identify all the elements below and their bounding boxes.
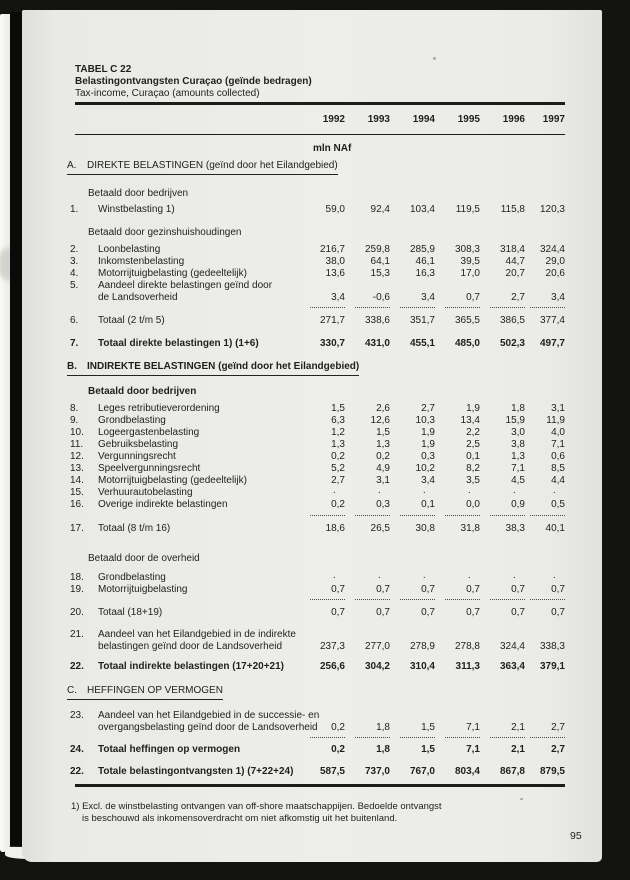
value-cell: 40,1: [545, 523, 565, 535]
row-number: 1.: [70, 204, 79, 216]
value-cell: 324,4: [539, 244, 565, 256]
footnote-line-2: is beschouwd als inkomensoverdracht om niet afkomstig uit het buitenland.: [82, 813, 398, 825]
value-cell: 1,9: [421, 427, 435, 439]
scan-speck: [520, 798, 523, 800]
value-cell: 7,1: [551, 439, 565, 451]
table-row-grand-total: [70, 766, 565, 778]
subheading-paid-by-companies: Betaald door bedrijven: [88, 188, 189, 200]
value-cell: 115,8: [500, 204, 525, 216]
value-cell: 216,7: [319, 244, 345, 256]
value-cell: 2,7: [331, 475, 345, 487]
value-cell: 1,5: [421, 722, 435, 734]
row-label: Overige indirekte belastingen: [98, 499, 228, 511]
value-cell: 377,4: [539, 315, 565, 327]
value-cell: 0,1: [466, 451, 480, 463]
value-cell: 4,9: [376, 463, 390, 475]
table-row: [70, 439, 565, 451]
scan-speck: [433, 57, 436, 60]
value-cell: 0,7: [466, 584, 480, 596]
table-row-total: [70, 744, 565, 756]
value-cell: 44,7: [505, 256, 525, 268]
row-number: 20.: [70, 607, 84, 619]
value-cell: 10,3: [415, 415, 435, 427]
page-content: [22, 10, 565, 826]
value-cell: 338,3: [539, 641, 565, 653]
value-cell: 278,8: [454, 641, 480, 653]
value-cell: 4,0: [551, 427, 565, 439]
value-cell: 39,5: [460, 256, 480, 268]
value-cell: 2,2: [466, 427, 480, 439]
row-label: Totaal direkte belastingen 1) (1+6): [98, 338, 259, 350]
value-cell: 308,3: [454, 244, 480, 256]
row-label: Aandeel direkte belastingen geïnd door: [98, 280, 273, 292]
value-cell: 1,3: [376, 439, 390, 451]
value-cell: 119,5: [455, 204, 480, 216]
value-cell: 11,9: [546, 415, 565, 427]
table-row: [70, 629, 565, 641]
value-cell: 259,8: [364, 244, 390, 256]
table-row: [70, 403, 565, 415]
table-row: [70, 280, 565, 292]
value-cell: 0,5: [551, 499, 565, 511]
value-cell: 2,1: [511, 744, 525, 756]
table-row: [70, 268, 565, 280]
row-label: Totaal (2 t/m 5): [98, 315, 165, 327]
row-label: Winstbelasting 1): [98, 204, 175, 216]
value-cell: 8,5: [551, 463, 565, 475]
value-cell: 5,2: [331, 463, 345, 475]
value-cell: 38,0: [325, 256, 345, 268]
value-cell: 431,0: [364, 338, 390, 350]
value-cell: 3,4: [331, 292, 345, 304]
value-cell: 13,4: [460, 415, 480, 427]
row-number: 5.: [70, 280, 79, 292]
row-number: 4.: [70, 268, 79, 280]
value-cell: ·: [552, 487, 556, 499]
value-cell: 26,5: [370, 523, 390, 535]
row-number: 14.: [70, 475, 84, 487]
value-cell: 271,7: [319, 315, 345, 327]
spine-shadow: [10, 12, 22, 856]
value-cell: ·: [332, 487, 336, 499]
value-cell: 3,0: [511, 427, 525, 439]
value-cell: ·: [467, 487, 471, 499]
value-cell: 1,5: [421, 744, 435, 756]
value-cell: 330,7: [319, 338, 345, 350]
table-row: [70, 475, 565, 487]
table-row: [70, 607, 565, 619]
value-cell: 0,7: [421, 607, 435, 619]
year-header: 1995: [457, 113, 480, 125]
value-cell: 386,5: [499, 315, 525, 327]
value-cell: 59,0: [325, 204, 345, 216]
table-bottom-rule: [75, 784, 565, 787]
value-cell: 3,5: [466, 475, 480, 487]
value-cell: 3,4: [551, 292, 565, 304]
value-cell: 338,6: [364, 315, 390, 327]
value-cell: 502,3: [499, 338, 525, 350]
value-cell: 2,1: [511, 722, 525, 734]
value-cell: ·: [552, 572, 556, 584]
section-a-heading: A. DIREKTE BELASTINGEN (geïnd door het Eilandgebied): [67, 160, 565, 175]
value-cell: 2,5: [466, 439, 480, 451]
value-cell: 1,8: [376, 744, 390, 756]
subheading-paid-by-government: Betaald door de overheid: [88, 553, 200, 565]
value-cell: 1,9: [421, 439, 435, 451]
table-row: [70, 641, 565, 653]
row-label: Motorrijtuigbelasting (gedeeltelijk): [98, 268, 247, 280]
scanned-page: [22, 10, 602, 862]
table-title-english: Tax-income, Curaçao (amounts collected): [75, 88, 260, 99]
value-cell: 0,3: [376, 499, 390, 511]
row-label: Gebruiksbelasting: [98, 439, 179, 451]
row-label: Motorrijtuigbelasting (gedeeltelijk): [98, 475, 247, 487]
value-cell: 3,4: [421, 475, 435, 487]
row-label: Grondbelasting: [98, 415, 166, 427]
footnote: [71, 801, 565, 826]
value-cell: 1,9: [466, 403, 480, 415]
row-label: Totale belastingontvangsten 1) (7+22+24): [98, 766, 294, 778]
value-cell: 0,7: [551, 607, 565, 619]
value-cell: 20,6: [545, 268, 565, 280]
value-cell: 29,0: [545, 256, 565, 268]
value-cell: 7,1: [511, 463, 525, 475]
row-number: 22.: [70, 766, 84, 778]
table-number: TABEL C 22: [75, 64, 132, 75]
value-cell: 1,3: [511, 451, 525, 463]
value-cell: 0,7: [511, 584, 525, 596]
book-page-edge: [0, 14, 10, 852]
year-header: 1992: [322, 113, 345, 125]
value-cell: 0,7: [331, 584, 345, 596]
value-cell: 8,2: [466, 463, 480, 475]
value-cell: 0,7: [466, 607, 480, 619]
row-label: Speelvergunningsrecht: [98, 463, 201, 475]
section-b-heading: B. INDIREKTE BELASTINGEN (geïnd door het Eilandgebied): [67, 361, 565, 376]
value-cell: 15,3: [370, 268, 390, 280]
row-number: 10.: [70, 427, 84, 439]
value-cell: ·: [467, 572, 471, 584]
year-header: 1997: [542, 113, 565, 125]
value-cell: 1,3: [331, 439, 345, 451]
value-cell: ·: [422, 487, 426, 499]
value-cell: 285,9: [409, 244, 435, 256]
table-title-dutch: Belastingontvangsten Curaçao (geïnde bedragen): [75, 76, 312, 87]
value-cell: ·: [512, 487, 516, 499]
row-number: 8.: [70, 403, 79, 415]
header-rule-bottom: [75, 134, 565, 136]
year-header: 1994: [412, 113, 435, 125]
row-label-continued: de Landsoverheid: [98, 292, 178, 304]
value-cell: 365,5: [454, 315, 480, 327]
table-row-total: [70, 338, 565, 350]
value-cell: ·: [377, 487, 381, 499]
value-cell: 13,6: [325, 268, 345, 280]
value-cell: 767,0: [409, 766, 435, 778]
row-label: Inkomstenbelasting: [98, 256, 185, 268]
value-cell: 2,7: [511, 292, 525, 304]
year-header: 1996: [502, 113, 525, 125]
row-label-continued: overgangsbelasting geïnd door de Landsoverheid: [98, 722, 318, 734]
value-cell: 4,5: [511, 475, 525, 487]
value-cell: 0,2: [331, 499, 345, 511]
value-cell: 455,1: [409, 338, 435, 350]
value-cell: 318,4: [499, 244, 525, 256]
value-cell: 0,7: [376, 607, 390, 619]
value-cell: 0,2: [331, 451, 345, 463]
value-cell: 867,8: [499, 766, 525, 778]
table-row: [70, 710, 565, 722]
value-cell: 737,0: [364, 766, 390, 778]
value-cell: 0,2: [331, 722, 345, 734]
value-cell: 4,4: [551, 475, 565, 487]
page-number: 95: [570, 830, 582, 842]
value-cell: 0,7: [376, 584, 390, 596]
row-number: 12.: [70, 451, 84, 463]
value-cell: 363,4: [499, 661, 525, 673]
value-cell: 3,1: [551, 403, 565, 415]
value-cell: 0,2: [376, 451, 390, 463]
table-row: [70, 427, 565, 439]
value-cell: 0,0: [466, 499, 480, 511]
section-c-heading: C. HEFFINGEN OP VERMOGEN: [67, 685, 565, 700]
row-label: Loonbelasting: [98, 244, 161, 256]
value-cell: 803,4: [454, 766, 480, 778]
value-cell: ·: [377, 572, 381, 584]
header-rule-top: [75, 102, 565, 105]
value-cell: 0,6: [551, 451, 565, 463]
row-number: 2.: [70, 244, 79, 256]
table-row-total: [70, 661, 565, 673]
value-cell: 1,8: [511, 403, 525, 415]
value-cell: 879,5: [539, 766, 565, 778]
row-number: 13.: [70, 463, 84, 475]
value-cell: 304,2: [364, 661, 390, 673]
value-cell: 379,1: [539, 661, 565, 673]
value-cell: 0,1: [421, 499, 435, 511]
table-row: [70, 523, 565, 535]
value-cell: 10,2: [415, 463, 435, 475]
value-cell: 310,4: [409, 661, 435, 673]
value-cell: 2,7: [421, 403, 435, 415]
row-number: 9.: [70, 415, 79, 427]
table-row: [70, 244, 565, 256]
row-label: Vergunningsrecht: [98, 451, 176, 463]
value-cell: 38,3: [505, 523, 525, 535]
value-cell: 30,8: [415, 523, 435, 535]
table-row: [70, 451, 565, 463]
row-number: 21.: [70, 629, 84, 641]
row-label: Aandeel van het Eilandgebied in de successie- en: [98, 710, 320, 722]
row-number: 24.: [70, 744, 84, 756]
value-cell: ·: [422, 572, 426, 584]
row-label: Grondbelasting: [98, 572, 166, 584]
value-cell: 17,0: [460, 268, 480, 280]
value-cell: 1,2: [331, 427, 345, 439]
value-cell: 92,4: [370, 204, 390, 216]
value-cell: 351,7: [409, 315, 435, 327]
table-row: [70, 315, 565, 327]
row-number: 23.: [70, 710, 84, 722]
row-label: Aandeel van het Eilandgebied in de indirekte: [98, 629, 296, 641]
value-cell: 1,8: [376, 722, 390, 734]
value-cell: 3,4: [421, 292, 435, 304]
value-cell: 16,3: [415, 268, 435, 280]
year-header-row: [70, 113, 565, 126]
value-cell: 497,7: [539, 338, 565, 350]
value-cell: 0,2: [331, 744, 345, 756]
table-row: [70, 256, 565, 268]
value-cell: 3,1: [376, 475, 390, 487]
value-cell: 1,5: [331, 403, 345, 415]
value-cell: 0,3: [421, 451, 435, 463]
value-cell: 311,3: [455, 661, 480, 673]
value-cell: 587,5: [319, 766, 345, 778]
table-row: [70, 204, 565, 216]
dotted-separator: [70, 597, 565, 604]
table-row: [70, 463, 565, 475]
row-label: Motorrijtuigbelasting: [98, 584, 188, 596]
value-cell: 20,7: [505, 268, 525, 280]
value-cell: 2,6: [376, 403, 390, 415]
value-cell: -0,6: [372, 292, 390, 304]
value-cell: 0,7: [551, 584, 565, 596]
value-cell: 0,9: [511, 499, 525, 511]
value-cell: 1,5: [376, 427, 390, 439]
value-cell: 7,1: [466, 744, 480, 756]
value-cell: 6,3: [331, 415, 345, 427]
row-number: 17.: [70, 523, 84, 535]
value-cell: 3,8: [511, 439, 525, 451]
value-cell: 0,7: [466, 292, 480, 304]
row-number: 19.: [70, 584, 84, 596]
value-cell: 46,1: [415, 256, 435, 268]
row-number: 16.: [70, 499, 84, 511]
dotted-separator: [70, 735, 565, 742]
row-label: Totaal indirekte belastingen (17+20+21): [98, 661, 284, 673]
value-cell: 485,0: [454, 338, 480, 350]
value-cell: 18,6: [325, 523, 345, 535]
row-label: Totaal (18+19): [98, 607, 163, 619]
row-label: Totaal heffingen op vermogen: [98, 744, 241, 756]
row-number: 15.: [70, 487, 84, 499]
row-number: 11.: [70, 439, 84, 451]
value-cell: 324,4: [499, 641, 525, 653]
value-cell: 278,9: [409, 641, 435, 653]
row-number: 6.: [70, 315, 79, 327]
row-label: Logeergastenbelasting: [98, 427, 200, 439]
table-row: [70, 487, 565, 499]
value-cell: 277,0: [364, 641, 390, 653]
value-cell: 2,7: [551, 744, 565, 756]
row-number: 18.: [70, 572, 84, 584]
row-number: 7.: [70, 338, 79, 350]
value-cell: 12,6: [370, 415, 390, 427]
subheading-paid-by-companies-2: Betaald door bedrijven: [88, 386, 197, 398]
footnote-line-1: 1) Excl. de winstbelasting ontvangen van off-shore maatschappijen. Bedoelde ontvangst: [71, 800, 442, 812]
value-cell: 31,8: [460, 523, 480, 535]
dotted-separator: [70, 513, 565, 520]
table-row: [70, 415, 565, 427]
value-cell: 120,3: [539, 204, 565, 216]
row-label: Leges retributieverordening: [98, 403, 220, 415]
value-cell: 7,1: [466, 722, 480, 734]
subheading-paid-by-households: Betaald door gezinshuishoudingen: [88, 227, 242, 239]
row-label: Totaal (8 t/m 16): [98, 523, 171, 535]
value-cell: 0,7: [421, 584, 435, 596]
value-cell: 64,1: [370, 256, 390, 268]
row-label-continued: belastingen geïnd door de Landsoverheid: [98, 641, 283, 653]
dotted-separator: [70, 305, 565, 312]
table-row: [70, 572, 565, 584]
value-cell: 256,6: [319, 661, 345, 673]
value-cell: 237,3: [319, 641, 345, 653]
value-cell: 103,4: [409, 204, 435, 216]
year-header: 1993: [367, 113, 390, 125]
value-cell: 0,7: [331, 607, 345, 619]
value-cell: ·: [332, 572, 336, 584]
value-cell: 0,7: [511, 607, 525, 619]
unit-label: mln NAf: [313, 143, 352, 155]
value-cell: ·: [512, 572, 516, 584]
row-label: Verhuurautobelasting: [98, 487, 193, 499]
value-cell: 15,9: [505, 415, 525, 427]
value-cell: 2,7: [551, 722, 565, 734]
row-number: 3.: [70, 256, 79, 268]
row-number: 22.: [70, 661, 84, 673]
